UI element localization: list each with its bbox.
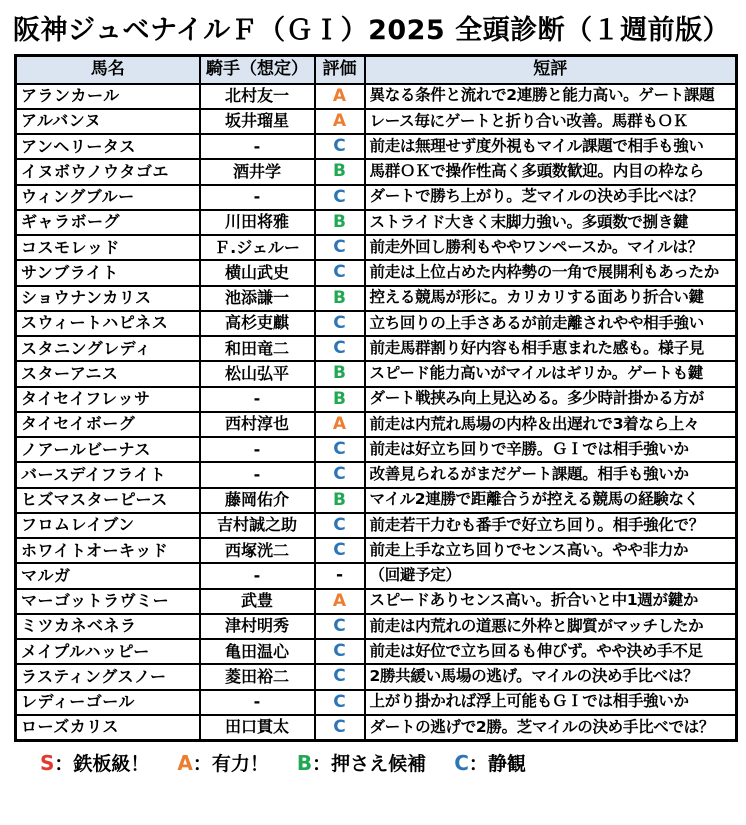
table-row xyxy=(16,210,737,235)
horse-name-cell: ホワイトオーキッド xyxy=(16,538,200,563)
comment-cell: ダートで勝ち上がり。芝マイルの決め手比べは？ xyxy=(365,185,737,210)
table-row xyxy=(16,387,737,412)
jockey-cell: 横山武史 xyxy=(200,260,315,285)
table-row xyxy=(16,639,737,664)
comment-cell: ストライド大きく末脚力強い。多頭数で捌き鍵 xyxy=(365,210,737,235)
horse-name-cell: ヒズマスターピース xyxy=(16,488,200,513)
rating-cell: C xyxy=(315,538,365,563)
jockey-cell: Ｆ.ジェルー xyxy=(200,235,315,260)
horse-name-cell: スタニングレディ xyxy=(16,336,200,361)
table-row xyxy=(16,437,737,462)
comment-cell: ダートの逃げで2勝。芝マイルの決め手比べでは？ xyxy=(365,715,737,741)
comment-cell: 上がり掛かれば浮上可能もＧＩでは相手強いか xyxy=(365,690,737,715)
jockey-cell: - xyxy=(200,563,315,588)
horse-name-cell: ウィングブルー xyxy=(16,185,200,210)
comment-cell: 前走外回し勝利もややワンペースか。マイルは？ xyxy=(365,235,737,260)
horse-name-cell: アルバンヌ xyxy=(16,109,200,134)
legend-rating-code: B xyxy=(296,751,313,775)
jockey-cell: 武豊 xyxy=(200,589,315,614)
table-row xyxy=(16,488,737,513)
rating-cell: C xyxy=(315,336,365,361)
rating-cell: C xyxy=(315,437,365,462)
rating-cell: C xyxy=(315,715,365,741)
comment-cell: マイル2連勝で距離合うが控える競馬の経験なく xyxy=(365,488,737,513)
horse-name-cell: ノアールビーナス xyxy=(16,437,200,462)
rating-cell: C xyxy=(315,614,365,639)
legend-rating-label: ：鉄板級！ xyxy=(54,753,150,775)
comment-cell: 前走馬群割り好内容も相手恵まれた感も。様子見 xyxy=(365,336,737,361)
comment-cell: 異なる条件と流れで2連勝と能力高い。ゲート課題 xyxy=(365,84,737,109)
jockey-cell: 北村友一 xyxy=(200,84,315,109)
race-diagnosis-table xyxy=(14,54,738,742)
comment-cell: レース毎にゲートと折り合い改善。馬群もＯＫ xyxy=(365,109,737,134)
horse-name-cell: タイセイフレッサ xyxy=(16,387,200,412)
horse-name-cell: アランカール xyxy=(16,84,200,109)
rating-cell: C xyxy=(315,311,365,336)
legend-rating-label: ：静観 xyxy=(468,753,526,775)
rating-cell: A xyxy=(315,412,365,437)
comment-cell: 前走は内荒れの道悪に外枠と脚質がマッチしたか xyxy=(365,614,737,639)
table-row xyxy=(16,286,737,311)
comment-cell: 前走は上位占めた内枠勢の一角で展開利もあったか xyxy=(365,260,737,285)
table-row xyxy=(16,185,737,210)
horse-name-cell: アンヘリータス xyxy=(16,134,200,159)
rating-cell: B xyxy=(315,286,365,311)
table-header-row xyxy=(16,56,737,84)
legend-item xyxy=(297,753,426,775)
jockey-cell: 菱田裕二 xyxy=(200,664,315,689)
rating-cell: B xyxy=(315,361,365,386)
rating-cell: B xyxy=(315,159,365,184)
table-row xyxy=(16,159,737,184)
jockey-cell: - xyxy=(200,437,315,462)
comment-cell: 立ち回りの上手さあるが前走離されやや相手強い xyxy=(365,311,737,336)
table-row xyxy=(16,513,737,538)
horse-name-cell: ローズカリス xyxy=(16,715,200,741)
table-row xyxy=(16,563,737,588)
table-row xyxy=(16,361,737,386)
rating-cell: C xyxy=(315,185,365,210)
table-row xyxy=(16,462,737,487)
comment-cell: 前走若干力むも番手で好立ち回り。相手強化で？ xyxy=(365,513,737,538)
table-row xyxy=(16,614,737,639)
jockey-cell: 津村明秀 xyxy=(200,614,315,639)
table-row xyxy=(16,84,737,109)
rating-cell: C xyxy=(315,690,365,715)
rating-legend xyxy=(40,749,746,776)
legend-item xyxy=(454,753,526,775)
legend-rating-label: ：有力！ xyxy=(192,753,269,775)
legend-rating-code: C xyxy=(454,751,469,775)
rating-cell: C xyxy=(315,639,365,664)
jockey-cell: 和田竜二 xyxy=(200,336,315,361)
comment-cell: 前走は無理せず度外視もマイル課題で相手も強い xyxy=(365,134,737,159)
horse-name-cell: スターアニス xyxy=(16,361,200,386)
jockey-cell: 坂井瑠星 xyxy=(200,109,315,134)
table-row xyxy=(16,690,737,715)
table-row xyxy=(16,235,737,260)
rating-cell: B xyxy=(315,210,365,235)
comment-cell: スピード能力高いがマイルはギリか。ゲートも鍵 xyxy=(365,361,737,386)
legend-rating-code: A xyxy=(177,751,193,775)
table-row xyxy=(16,715,737,741)
comment-cell: 前走は好位で立ち回るも伸びず。やや決め手不足 xyxy=(365,639,737,664)
comment-cell: 改善見られるがまだゲート課題。相手も強いか xyxy=(365,462,737,487)
rating-cell: C xyxy=(315,462,365,487)
header-cell-comment: 短評 xyxy=(365,56,737,84)
jockey-cell: 西塚洸二 xyxy=(200,538,315,563)
table-row xyxy=(16,412,737,437)
horse-name-cell: バースデイフライト xyxy=(16,462,200,487)
jockey-cell: 酒井学 xyxy=(200,159,315,184)
comment-cell: 控える競馬が形に。カリカリする面あり折合い鍵 xyxy=(365,286,737,311)
rating-cell: C xyxy=(315,134,365,159)
comment-cell: 前走は好立ち回りで辛勝。ＧＩでは相手強いか xyxy=(365,437,737,462)
jockey-cell: 松山弘平 xyxy=(200,361,315,386)
jockey-cell: - xyxy=(200,387,315,412)
comment-cell: 前走は内荒れ馬場の内枠＆出遅れで3着なら上々 xyxy=(365,412,737,437)
header-cell-jockey: 騎手（想定） xyxy=(200,56,315,84)
horse-name-cell: ミツカネベネラ xyxy=(16,614,200,639)
table-row xyxy=(16,664,737,689)
horse-name-cell: コスモレッド xyxy=(16,235,200,260)
horse-name-cell: ギャラボーグ xyxy=(16,210,200,235)
jockey-cell: 高杉吏麒 xyxy=(200,311,315,336)
page-title: 阪神ジュベナイルＦ（ＧＩ）2025 全頭診断（１週前版） xyxy=(13,15,731,46)
horse-name-cell: ショウナンカリス xyxy=(16,286,200,311)
table-row xyxy=(16,538,737,563)
horse-name-cell: サンブライト xyxy=(16,260,200,285)
legend-rating-label: ：押さえ候補 xyxy=(312,753,427,775)
horse-name-cell: フロムレイブン xyxy=(16,513,200,538)
rating-cell: A xyxy=(315,589,365,614)
rating-cell: C xyxy=(315,260,365,285)
header-cell-horse-name: 馬名 xyxy=(16,56,200,84)
jockey-cell: - xyxy=(200,185,315,210)
legend-item xyxy=(40,753,149,775)
comment-cell: 2勝共緩い馬場の逃げ。マイルの決め手比べは？ xyxy=(365,664,737,689)
jockey-cell: 吉村誠之助 xyxy=(200,513,315,538)
table-row xyxy=(16,134,737,159)
jockey-cell: 西村淳也 xyxy=(200,412,315,437)
jockey-cell: 亀田温心 xyxy=(200,639,315,664)
table-row xyxy=(16,260,737,285)
rating-cell: - xyxy=(315,563,365,588)
jockey-cell: 藤岡佑介 xyxy=(200,488,315,513)
horse-name-cell: ラスティングスノー xyxy=(16,664,200,689)
comment-cell: スピードありセンス高い。折合いと中1週が鍵か xyxy=(365,589,737,614)
header-cell-rating: 評価 xyxy=(315,56,365,84)
comment-cell: ダート戦挟み向上見込める。多少時計掛かる方が xyxy=(365,387,737,412)
comment-cell: （回避予定） xyxy=(365,563,737,588)
table-row xyxy=(16,589,737,614)
jockey-cell: - xyxy=(200,690,315,715)
jockey-cell: - xyxy=(200,134,315,159)
jockey-cell: 川田将雅 xyxy=(200,210,315,235)
horse-name-cell: マーゴットラヴミー xyxy=(16,589,200,614)
legend-rating-code: S xyxy=(40,751,55,775)
table-row xyxy=(16,311,737,336)
horse-name-cell: スウィートハピネス xyxy=(16,311,200,336)
jockey-cell: - xyxy=(200,462,315,487)
table-row xyxy=(16,109,737,134)
rating-cell: A xyxy=(315,109,365,134)
jockey-cell: 田口貫太 xyxy=(200,715,315,741)
jockey-cell: 池添謙一 xyxy=(200,286,315,311)
horse-name-cell: レディーゴール xyxy=(16,690,200,715)
rating-cell: C xyxy=(315,513,365,538)
horse-name-cell: マルガ xyxy=(16,563,200,588)
rating-cell: B xyxy=(315,387,365,412)
horse-name-cell: タイセイボーグ xyxy=(16,412,200,437)
legend-item xyxy=(177,753,269,775)
rating-cell: C xyxy=(315,664,365,689)
rating-cell: A xyxy=(315,84,365,109)
rating-cell: B xyxy=(315,488,365,513)
horse-name-cell: メイプルハッピー xyxy=(16,639,200,664)
table-body xyxy=(16,84,737,741)
comment-cell: 前走上手な立ち回りでセンス高い。やや非力か xyxy=(365,538,737,563)
rating-cell: C xyxy=(315,235,365,260)
comment-cell: 馬群ＯＫで操作性高く多頭数歓迎。内目の枠なら xyxy=(365,159,737,184)
horse-name-cell: イヌボウノウタゴエ xyxy=(16,159,200,184)
table-row xyxy=(16,336,737,361)
